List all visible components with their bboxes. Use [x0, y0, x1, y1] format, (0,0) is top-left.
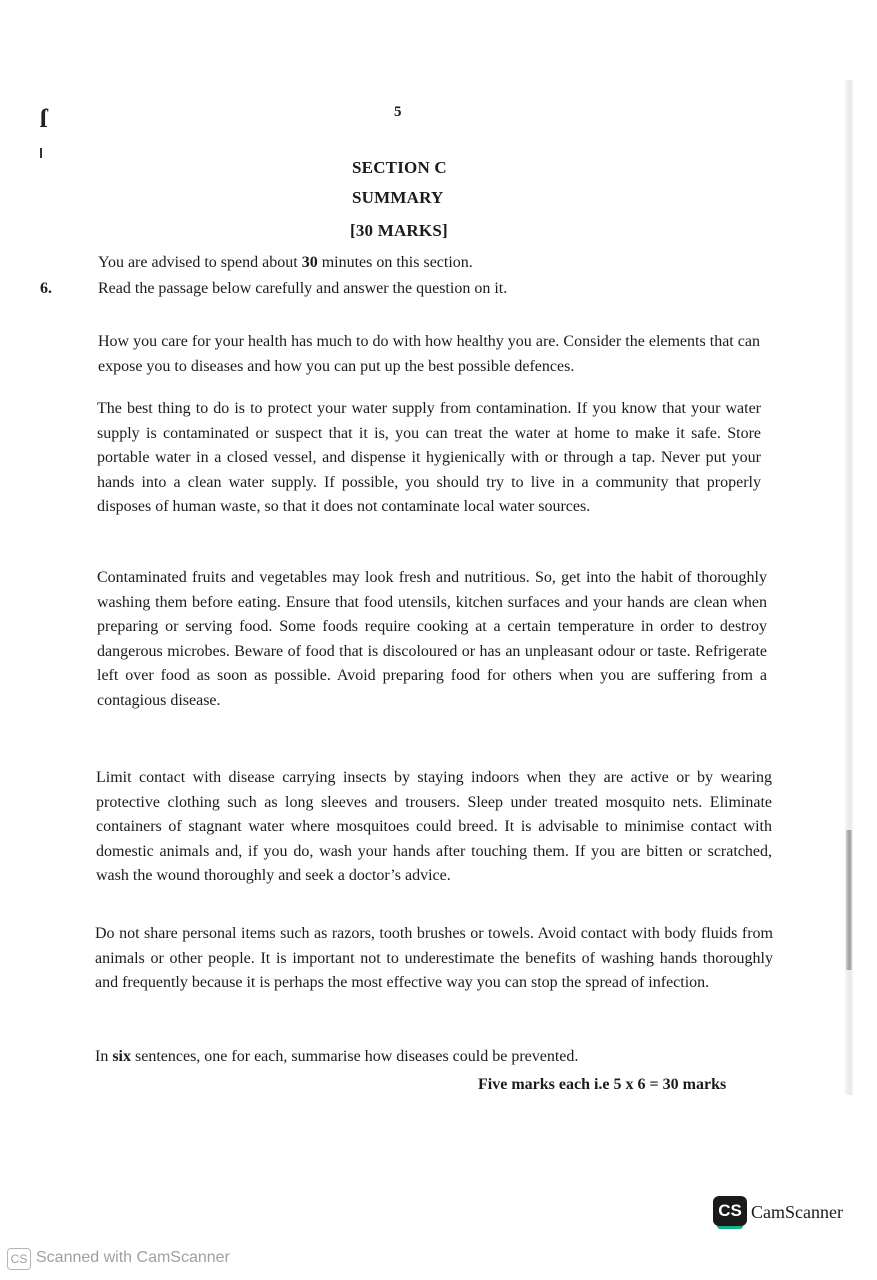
passage-paragraph: Do not share personal items such as razors, tooth brushes or towels. Avoid contact with body fluids from animals or other people. It is important not to underestimate the benefits of washing hands thoroughly and frequently because it is perhaps the most effective way you can stop the spread of infection. [95, 925, 773, 992]
margin-mark: ſ [40, 104, 48, 133]
camscanner-brand: CamScanner [751, 1202, 843, 1222]
section-title: SUMMARY [352, 188, 444, 207]
question-text: Read the passage below carefully and answer the question on it. [98, 280, 508, 297]
scanned-with-footer: Scanned with CamScanner [36, 1249, 230, 1266]
section-heading: SECTION C [352, 158, 447, 177]
passage-paragraph: The best thing to do is to protect your water supply from contamination. If you know that your water supply is contaminated or suspect that it is, you can treat the water at home to make it safe. Store portable water in a closed vessel, and dispense it hygienically with or through a tap. Never put your hands into a clean water supply. If possible, you should try to live in a community that properly disposes of human waste, so that it does not contaminate local water sources. [97, 400, 761, 516]
scan-edge-shadow [846, 830, 852, 970]
passage-paragraph: Limit contact with disease carrying insects by staying indoors when they are active or by wearing protective clothing such as long sleeves and trousers. Sleep under treated mosquito nets. Eliminate containers of stagnant water where mosquitoes could breed. It is advisable to minimise contact with domestic animals and, if you do, wash your hands after touching them. If you are bitten or scratched, wash the wound thoroughly and seek a doctor’s advice. [96, 769, 772, 885]
margin-tick [40, 148, 42, 158]
camscanner-footer-icon: CS [7, 1248, 31, 1270]
marks-allocation: Five marks each i.e 5 x 6 = 30 marks [478, 1076, 727, 1093]
passage-paragraph: Contaminated fruits and vegetables may look fresh and nutritious. So, get into the habit of thoroughly washing them before eating. Ensure that food utensils, kitchen surfaces and your hands are clean when preparing or serving food. Some foods require cooking at a certain temperature in order to destroy dangerous microbes. Beware of food that is discoloured or has an unpleasant odour or taste. Refrigerate left over food as soon as possible. Avoid preparing food for others when you are suffering from a contagious disease. [97, 569, 767, 709]
page-number: 5 [394, 104, 402, 120]
summary-question-after: sentences, one for each, summarise how diseases could be prevented. [131, 1048, 579, 1065]
time-instruction [98, 254, 473, 272]
summary-question-emphasis: six [112, 1048, 131, 1065]
camscanner-logo-icon: CS [713, 1196, 747, 1226]
instruction-text-after: minutes on this section. [317, 254, 473, 271]
instruction-minutes: 30 [301, 254, 318, 271]
question-number: 6. [40, 280, 52, 297]
instruction-text-before: You are advised to spend about [98, 254, 302, 271]
summary-question [95, 1048, 578, 1066]
section-marks: [30 MARKS] [350, 221, 448, 240]
passage-paragraph: How you care for your health has much to do with how healthy you are. Consider the elements that can expose you to diseases and how you can put up the best possible defences. [98, 333, 760, 375]
summary-question-before: In [95, 1048, 113, 1065]
